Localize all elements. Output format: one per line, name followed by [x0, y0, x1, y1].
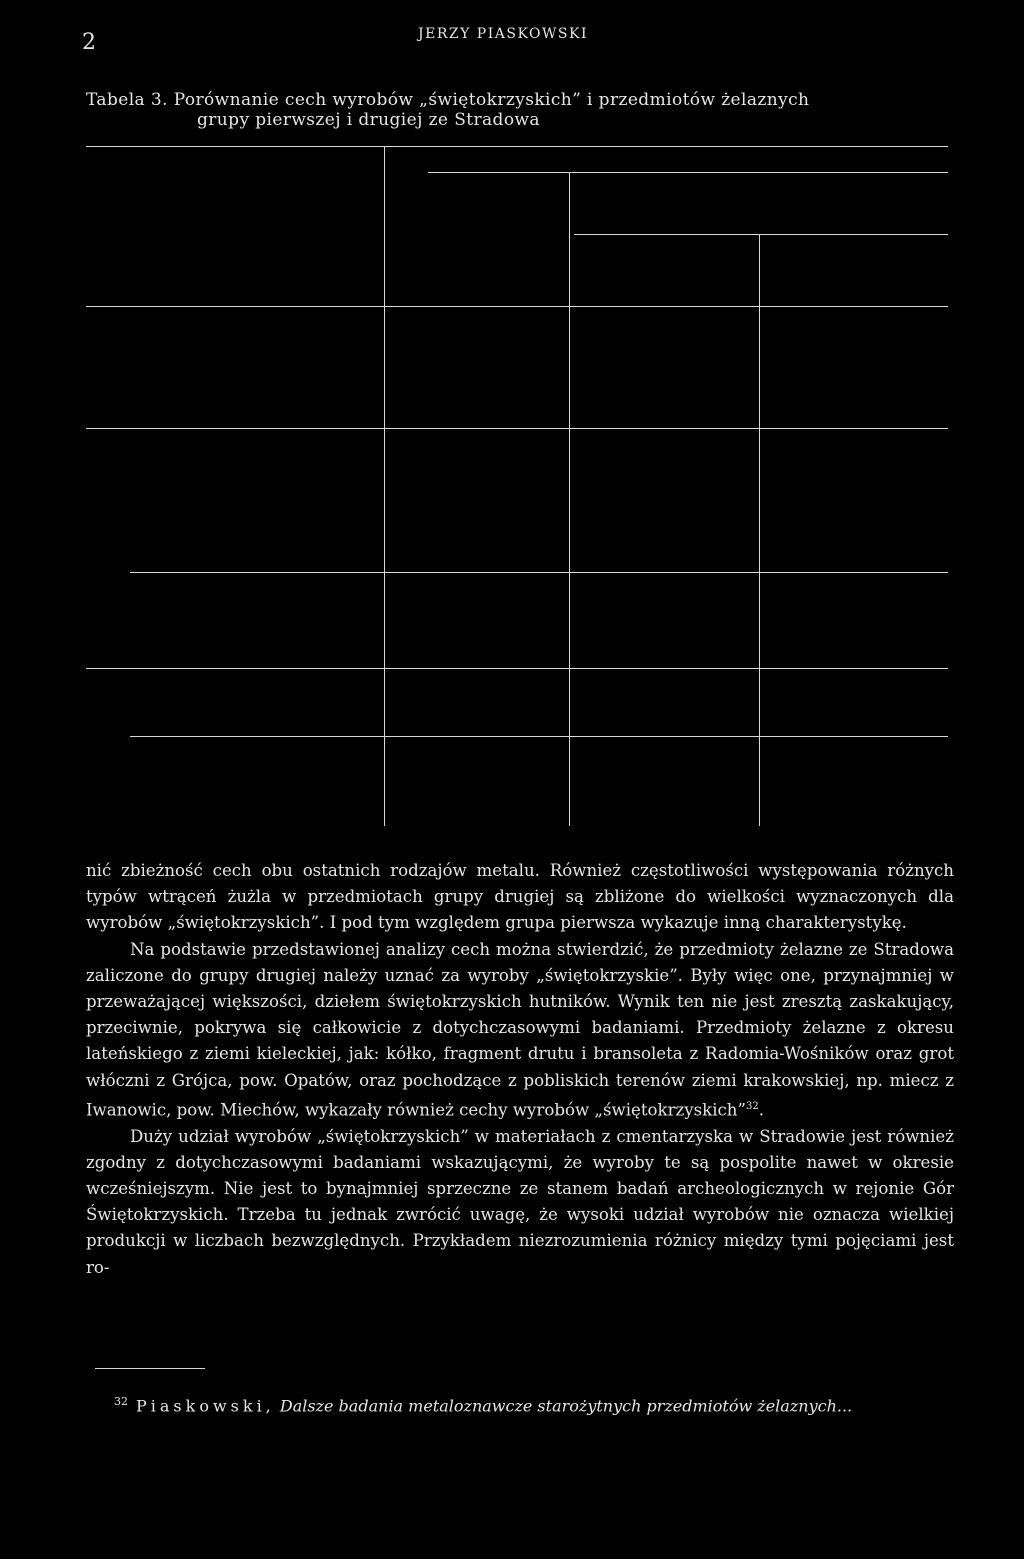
table-top-rule	[86, 146, 948, 147]
table-rule	[86, 306, 948, 307]
table-rule	[86, 428, 948, 429]
paragraph-end: .	[758, 1100, 764, 1120]
footnote-author: Piaskowski,	[136, 1396, 275, 1416]
table-column-divider	[569, 172, 570, 826]
table-rule	[574, 234, 948, 235]
footnote-number: 32	[114, 1395, 128, 1408]
table-rule	[428, 172, 948, 173]
table-rule	[130, 572, 948, 573]
footnote-reference: 32	[745, 1100, 759, 1112]
footnote-separator	[95, 1368, 205, 1369]
page-number: 2	[82, 30, 96, 55]
table-caption	[86, 90, 966, 130]
table-caption-line1: Tabela 3. Porównanie cech wyrobów „świętokrzyskich” i przedmiotów żelaznych	[86, 90, 810, 110]
table-rule	[86, 668, 948, 669]
table-column-divider	[384, 146, 385, 826]
body-text	[86, 858, 954, 1281]
table-rule	[130, 736, 948, 737]
paragraph: Duży udział wyrobów „świętokrzyskich” w materiałach z cmentarzyska w Stradowie jest również zgodny z dotychczasowymi badaniami wskazującymi, że wyroby te są pospolite nawet w okresie wcześniejszym. Nie jest to bynajmniej sprzeczne ze stanem badań archeologicznych w rejonie Gór Świętokrzyskich. Trzeba tu jednak zwrócić uwagę, że wysoki udział wyrobów nie oznacza wielkiej produkcji w liczbach bezwzględnych. Przykładem niezrozumienia różnicy między tymi pojęciami jest ro-	[86, 1126, 954, 1277]
running-head: JERZY PIASKOWSKI	[418, 26, 588, 42]
paragraph: nić zbieżność cech obu ostatnich rodzajów metalu. Również częstotliwości występowania różnych typów wtrąceń żużla w przedmiotach grupy drugiej są zbliżone do wielkości wyznaczonych dla wyrobów „świętokrzyskich”. I pod tym względem grupa pierwsza wykazuje inną charakterystykę.	[86, 861, 954, 933]
table-caption-line2: grupy pierwszej i drugiej ze Stradowa	[197, 110, 540, 130]
table-column-divider	[759, 234, 760, 826]
footnote-title: Dalsze badania metaloznawcze starożytnych przedmiotów żelaznych...	[279, 1396, 853, 1416]
paragraph-text: Na podstawie przedstawionej analizy cech można stwierdzić, że przedmioty żelazne ze Stradowa zaliczone do grupy drugiej należy uznać za wyroby „świętokrzyskie”. Były więc one, przynajmniej w przeważającej większości, dziełem świętokrzyskich hutników. Wynik ten nie jest zresztą zaskakujący, przeciwnie, pokrywa się całkowicie z dotychczasowymi badaniami. Przedmioty żelazne z okresu lateńskiego z ziemi kieleckiej, jak: kółko, fragment drutu i bransoleta z Radomia-Wośników oraz grot włóczni z Grójca, pow. Opatów, oraz pochodzące z pobliskich terenów ziemi krakowskiej, np. miecz z Iwanowic, pow. Miechów, wykazały również cechy wyrobów „świętokrzyskich”	[86, 939, 954, 1120]
paragraph	[86, 937, 954, 1124]
footnote	[86, 1390, 982, 1418]
